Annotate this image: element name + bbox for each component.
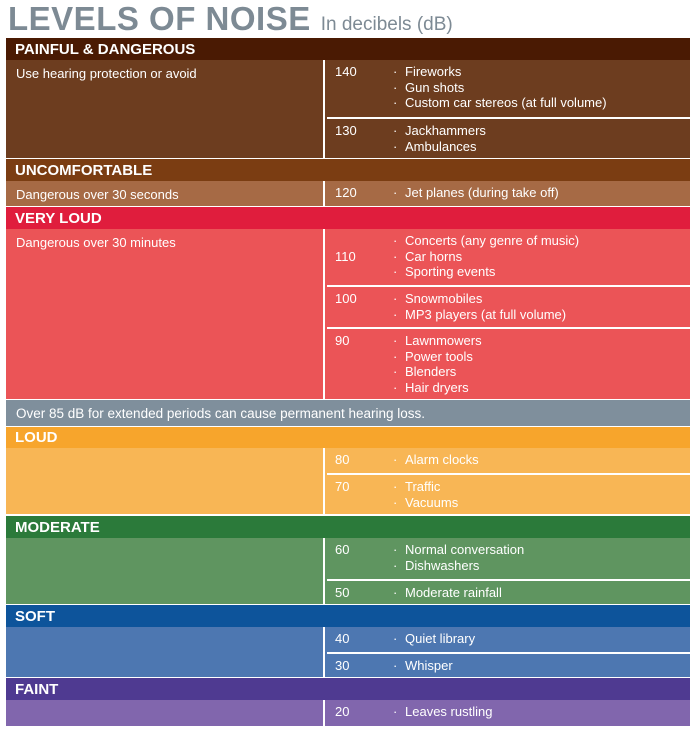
bullet-icon: · bbox=[393, 79, 398, 95]
noise-source-label: Traffic bbox=[405, 479, 441, 494]
category-body-loud bbox=[6, 448, 690, 514]
category-header-uncomfortable: UNCOMFORTABLE bbox=[6, 159, 690, 181]
noise-source-list bbox=[393, 64, 607, 111]
noise-source-label: Hair dryers bbox=[405, 380, 469, 396]
noise-source-list bbox=[393, 704, 492, 720]
bullet-icon: · bbox=[393, 264, 398, 280]
category-header-painful-dangerous: PAINFUL & DANGEROUS bbox=[6, 38, 690, 60]
category-description: Use hearing protection or avoid bbox=[6, 60, 325, 158]
noise-source-label: Dishwashers bbox=[405, 557, 480, 573]
decibel-value: 140 bbox=[335, 64, 357, 79]
page-title: LEVELS OF NOISE bbox=[8, 0, 311, 37]
decibel-value: 80 bbox=[335, 452, 350, 467]
noise-source-item bbox=[393, 349, 482, 365]
noise-source-item bbox=[393, 307, 566, 323]
decibel-value: 20 bbox=[335, 704, 350, 719]
category-description bbox=[6, 538, 325, 604]
level-row-30db bbox=[327, 652, 690, 677]
category-description bbox=[6, 700, 325, 726]
noise-source-label: Whisper bbox=[405, 658, 453, 673]
noise-source-item bbox=[393, 249, 579, 265]
noise-source-label: Fireworks bbox=[405, 64, 462, 79]
level-row-50db bbox=[327, 579, 690, 604]
category-header-moderate: MODERATE bbox=[6, 516, 690, 538]
noise-source-item bbox=[393, 264, 579, 280]
level-row-80db bbox=[327, 448, 690, 473]
level-row-90db bbox=[327, 327, 690, 399]
bullet-icon: · bbox=[393, 542, 398, 557]
category-body-moderate bbox=[6, 538, 690, 604]
level-row-120db bbox=[327, 181, 690, 206]
category-description bbox=[6, 627, 325, 677]
level-row-110db bbox=[327, 229, 690, 285]
decibel-value: 120 bbox=[335, 185, 357, 200]
noise-source-item bbox=[393, 542, 524, 558]
bullet-icon: · bbox=[393, 585, 398, 600]
bullet-icon: · bbox=[393, 631, 398, 646]
noise-source-label: Sporting events bbox=[405, 264, 496, 280]
noise-source-list bbox=[393, 333, 482, 396]
noise-source-list bbox=[393, 479, 458, 510]
noise-source-item bbox=[393, 333, 482, 349]
noise-source-label: Snowmobiles bbox=[405, 291, 483, 306]
noise-source-item bbox=[393, 291, 566, 307]
category-description: Dangerous over 30 seconds bbox=[6, 181, 325, 206]
bullet-icon: · bbox=[393, 452, 398, 467]
bullet-icon: · bbox=[393, 380, 398, 396]
decibel-value: 40 bbox=[335, 631, 350, 646]
noise-source-item bbox=[393, 123, 486, 139]
noise-source-list bbox=[393, 291, 566, 322]
noise-source-label: Alarm clocks bbox=[405, 452, 479, 467]
bullet-icon: · bbox=[393, 479, 398, 494]
bullet-icon: · bbox=[393, 291, 398, 306]
decibel-value: 130 bbox=[335, 123, 357, 138]
noise-source-label: Quiet library bbox=[405, 631, 476, 646]
noise-source-label: Car horns bbox=[405, 248, 463, 264]
level-row-20db bbox=[327, 700, 690, 726]
noise-source-item bbox=[393, 185, 559, 201]
decibel-value: 70 bbox=[335, 479, 350, 494]
noise-source-label: Leaves rustling bbox=[405, 704, 493, 719]
category-description bbox=[6, 448, 325, 514]
noise-source-item bbox=[393, 658, 453, 674]
noise-source-list bbox=[393, 542, 524, 573]
noise-source-label: Normal conversation bbox=[405, 542, 525, 557]
noise-source-item bbox=[393, 585, 502, 601]
noise-source-item bbox=[393, 631, 475, 647]
level-row-70db bbox=[327, 473, 690, 514]
category-header-very-loud: VERY LOUD bbox=[6, 207, 690, 229]
bullet-icon: · bbox=[393, 494, 398, 510]
hearing-loss-note: Over 85 dB for extended periods can cause permanent hearing loss. bbox=[6, 400, 690, 426]
category-body-very-loud bbox=[6, 229, 690, 399]
noise-source-item bbox=[393, 364, 482, 380]
bullet-icon: · bbox=[393, 658, 398, 673]
category-body-uncomfortable bbox=[6, 181, 690, 206]
decibel-value: 90 bbox=[335, 333, 350, 348]
bullet-icon: · bbox=[393, 557, 398, 573]
bullet-icon: · bbox=[393, 248, 398, 264]
level-row-40db bbox=[327, 627, 690, 652]
decibel-value: 100 bbox=[335, 291, 357, 306]
noise-source-list bbox=[393, 185, 559, 201]
category-body-soft bbox=[6, 627, 690, 677]
level-row-130db bbox=[327, 117, 690, 158]
noise-source-list bbox=[393, 631, 475, 647]
level-row-100db bbox=[327, 285, 690, 327]
noise-source-label: Moderate rainfall bbox=[405, 585, 502, 600]
noise-source-item bbox=[393, 479, 458, 495]
noise-source-item bbox=[393, 139, 486, 155]
noise-source-item bbox=[393, 95, 607, 111]
decibel-value: 50 bbox=[335, 585, 350, 600]
noise-source-item bbox=[393, 495, 458, 511]
bullet-icon: · bbox=[393, 704, 398, 719]
noise-source-list bbox=[393, 233, 579, 280]
bullet-icon: · bbox=[393, 138, 398, 154]
noise-source-label: MP3 players (at full volume) bbox=[405, 306, 567, 322]
noise-source-label: Gun shots bbox=[405, 79, 465, 95]
title-bar bbox=[8, 0, 453, 38]
bullet-icon: · bbox=[393, 364, 398, 380]
noise-source-label: Concerts (any genre of music) bbox=[405, 233, 580, 248]
category-header-soft: SOFT bbox=[6, 605, 690, 627]
noise-source-list bbox=[393, 658, 453, 674]
bullet-icon: · bbox=[393, 185, 398, 200]
noise-source-list bbox=[393, 123, 486, 154]
noise-source-item bbox=[393, 233, 579, 249]
decibel-value: 60 bbox=[335, 542, 350, 557]
noise-source-item bbox=[393, 64, 607, 80]
noise-source-list bbox=[393, 452, 479, 468]
category-description: Dangerous over 30 minutes bbox=[6, 229, 325, 399]
level-row-140db bbox=[327, 60, 690, 117]
noise-source-item bbox=[393, 380, 482, 396]
category-header-faint: FAINT bbox=[6, 678, 690, 700]
decibel-value: 30 bbox=[335, 658, 350, 673]
bullet-icon: · bbox=[393, 64, 398, 79]
noise-source-item bbox=[393, 704, 492, 720]
bullet-icon: · bbox=[393, 233, 398, 248]
category-header-loud: LOUD bbox=[6, 427, 690, 448]
noise-source-label: Blenders bbox=[405, 364, 457, 380]
bullet-icon: · bbox=[393, 95, 398, 111]
page-subtitle: In decibels (dB) bbox=[320, 14, 453, 35]
noise-source-item bbox=[393, 452, 479, 468]
noise-source-label: Jet planes (during take off) bbox=[405, 185, 559, 200]
bullet-icon: · bbox=[393, 306, 398, 322]
noise-source-label: Ambulances bbox=[405, 138, 477, 154]
category-body-painful-dangerous bbox=[6, 60, 690, 158]
noise-source-label: Lawnmowers bbox=[405, 333, 482, 348]
noise-source-label: Vacuums bbox=[405, 494, 459, 510]
noise-source-item bbox=[393, 558, 524, 574]
noise-source-item bbox=[393, 80, 607, 96]
bullet-icon: · bbox=[393, 123, 398, 138]
bullet-icon: · bbox=[393, 333, 398, 348]
noise-source-label: Jackhammers bbox=[405, 123, 486, 138]
noise-source-label: Power tools bbox=[405, 348, 473, 364]
category-body-faint bbox=[6, 700, 690, 726]
bullet-icon: · bbox=[393, 348, 398, 364]
noise-source-label: Custom car stereos (at full volume) bbox=[405, 95, 607, 111]
level-row-60db bbox=[327, 538, 690, 579]
noise-source-list bbox=[393, 585, 502, 601]
decibel-value: 110 bbox=[335, 249, 356, 264]
